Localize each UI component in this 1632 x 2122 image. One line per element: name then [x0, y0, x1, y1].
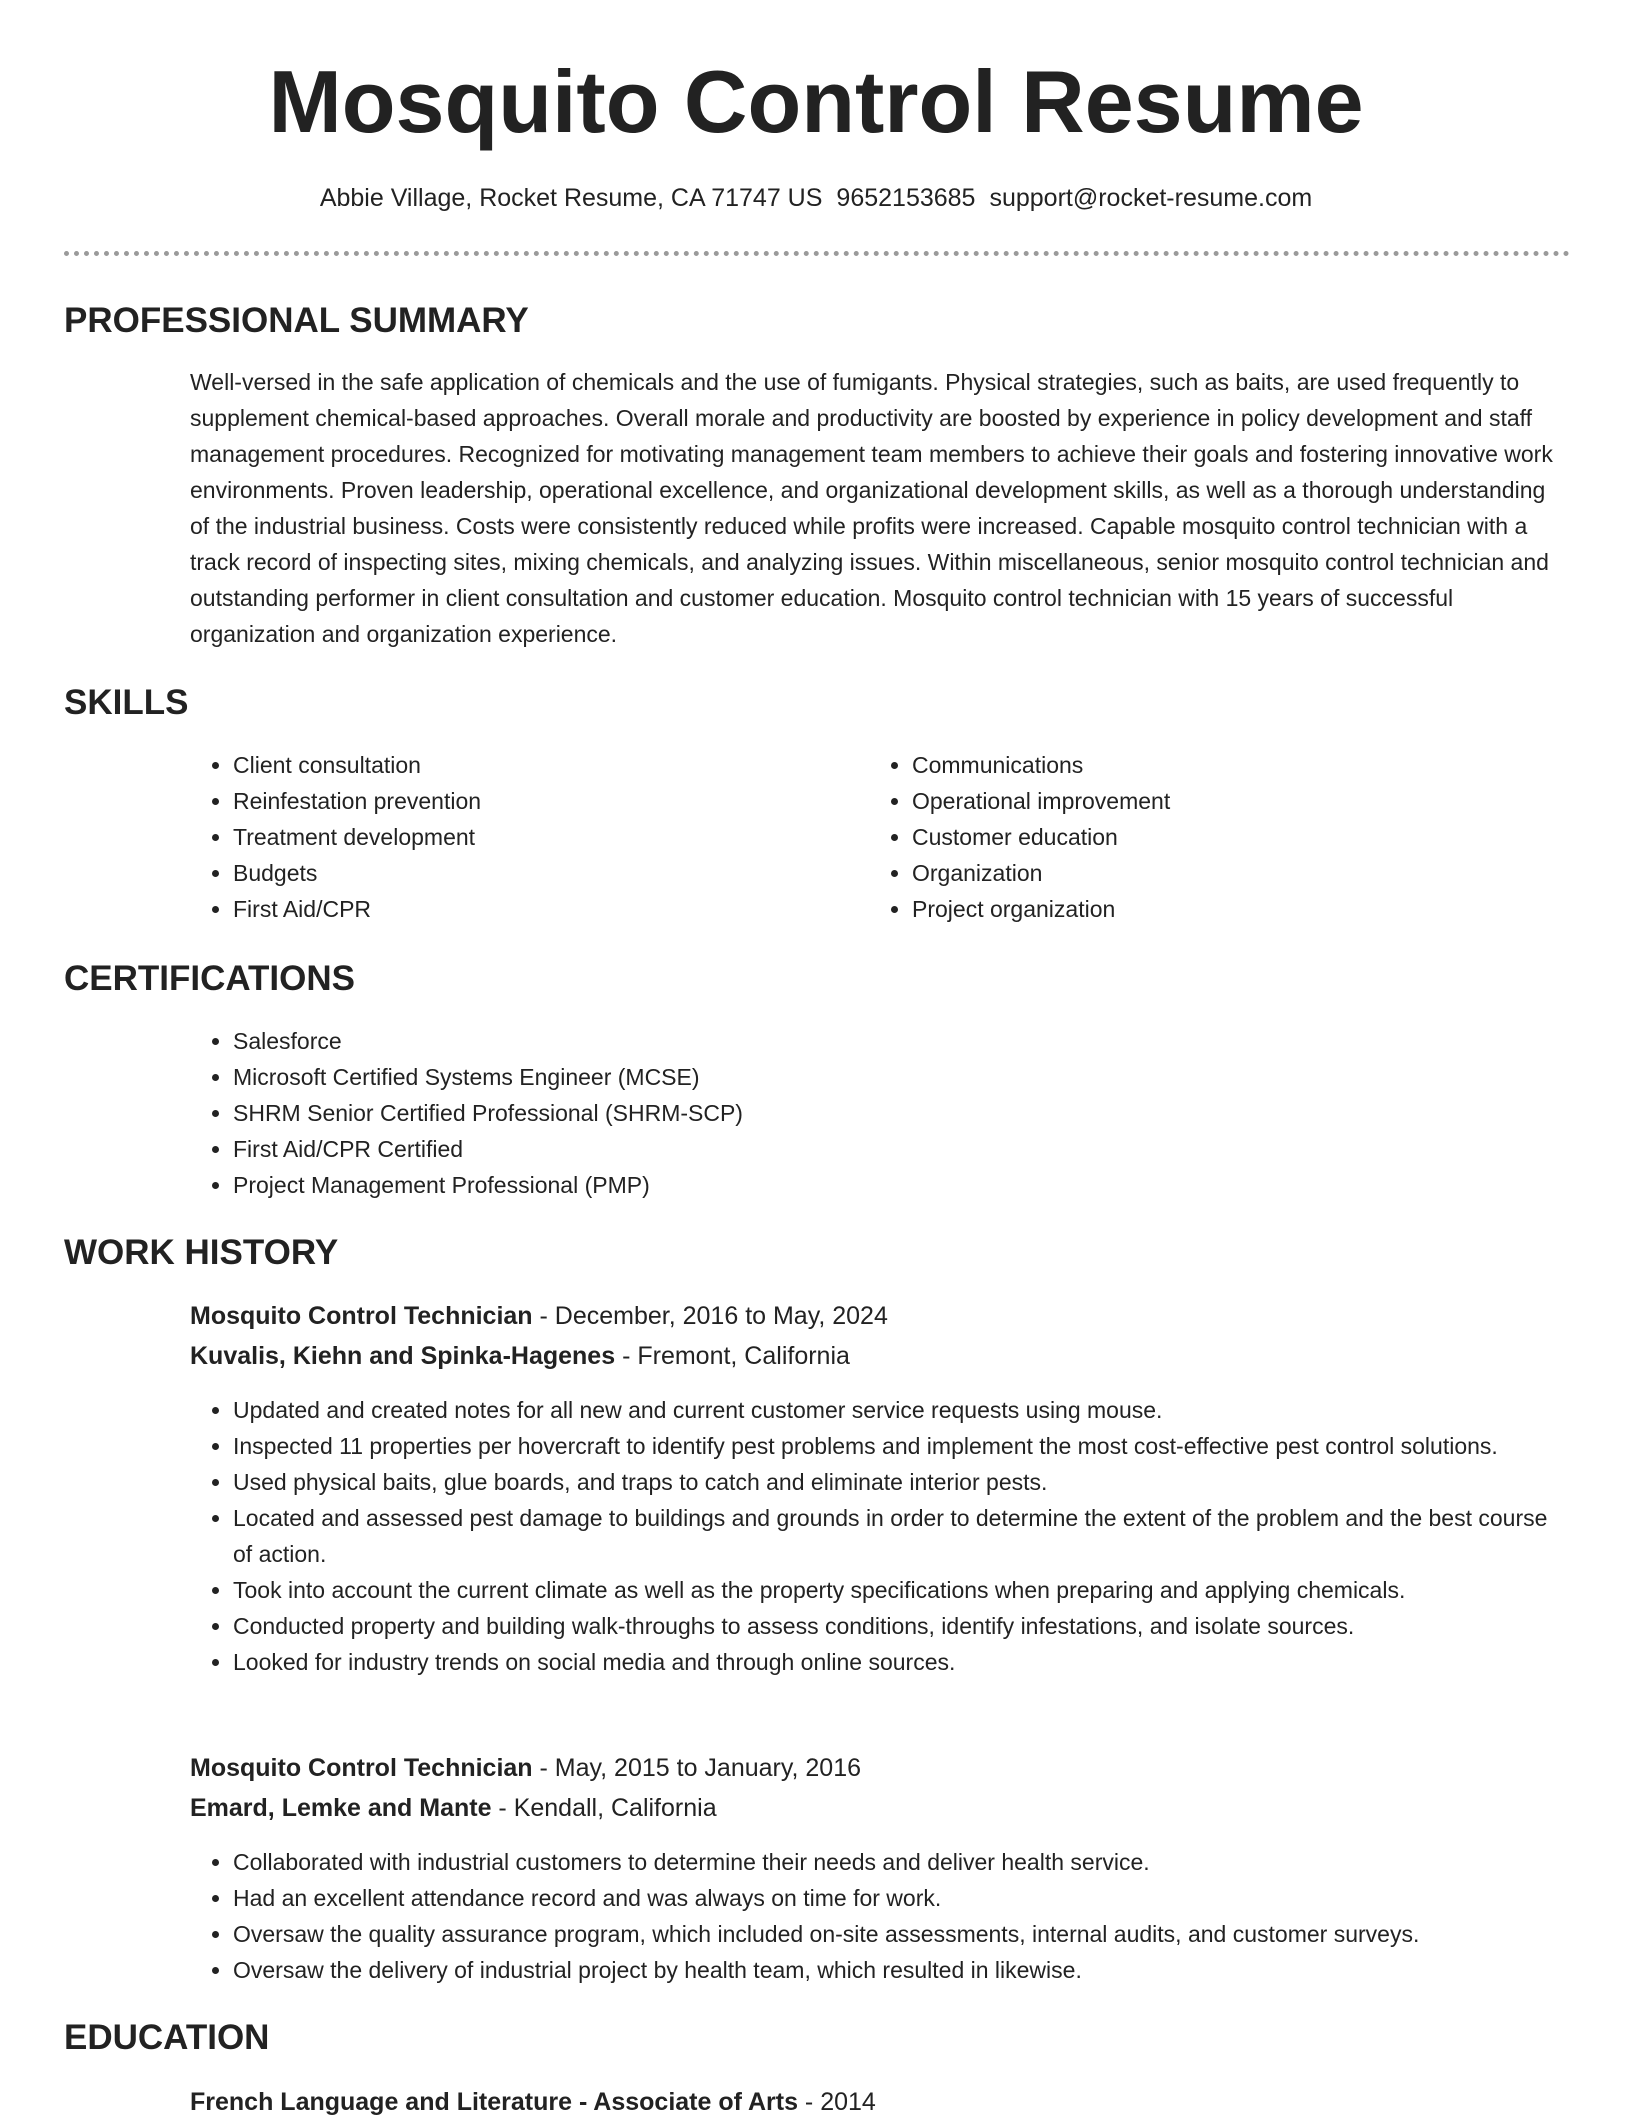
certification-item: • Salesforce — [233, 1023, 1533, 1059]
education-degree: French Language and Literature - Associate of Arts — [190, 2088, 798, 2116]
resume-title: Mosquito Control Resume — [268, 52, 1364, 151]
skill-item: • Communications — [912, 747, 1512, 783]
summary-heading: PROFESSIONAL SUMMARY — [64, 301, 529, 340]
job-1-role: Mosquito Control Technician — [190, 1302, 533, 1330]
summary-text: Well-versed in the safe application of chemicals and the use of fumigants. Physical strategies, such as baits, are used frequently to supplement chemical-based approaches. Overall morale and productivity are boosted by experience in policy development and staff management procedures. Recognized for motivating management team members to achieve their goals and fostering innovative work environments. Proven leadership, operational excellence, and organizational development skills, as well as a thorough understanding of the industrial business. Costs were consistently reduced while profits were increased. Capable mosquito control technician with a track record of inspecting sites, mixing chemicals, and analyzing issues. Within miscellaneous, senior mosquito control technician and outstanding performer in client consultation and customer education. Mosquito control technician with 15 years of successful organization and organization experience. — [190, 369, 1553, 647]
contact-email[interactable]: support@rocket-resume.com — [989, 184, 1313, 212]
job-2-location: - Kendall, California — [491, 1794, 717, 1822]
education-year: - 2014 — [797, 2088, 876, 2116]
job-1-bullets — [190, 1392, 1570, 1680]
skills-heading: SKILLS — [64, 683, 189, 722]
job-bullet: • Oversaw the delivery of industrial project by health team, which resulted in likewise. — [233, 1952, 1570, 1988]
skills-list-right — [869, 747, 1512, 927]
job-1-dates: - December, 2016 to May, 2024 — [532, 1302, 888, 1330]
skill-item: • Budgets — [233, 855, 833, 891]
job-bullet: • Used physical baits, glue boards, and traps to catch and eliminate interior pests. — [233, 1464, 1570, 1500]
job-bullet: • Located and assessed pest damage to buildings and grounds in order to determine the extent of the problem and the best course of action. — [233, 1500, 1570, 1572]
job-1-location: - Fremont, California — [615, 1342, 850, 1370]
skill-item: • Organization — [912, 855, 1512, 891]
contact-address: Abbie Village, Rocket Resume, CA 71747 US — [319, 184, 823, 212]
job-bullet: • Had an excellent attendance record and was always on time for work. — [233, 1880, 1570, 1916]
certification-item: • Project Management Professional (PMP) — [233, 1167, 1533, 1203]
certifications-list — [190, 1023, 1533, 1203]
job-2-company-line — [190, 1788, 717, 1828]
job-bullet: • Inspected 11 properties per hovercraft to identify pest problems and implement the most cost-effective pest control solutions. — [233, 1428, 1570, 1464]
header-divider — [64, 251, 1570, 256]
job-bullet: • Collaborated with industrial customers to determine their needs and deliver health service. — [233, 1844, 1570, 1880]
job-2-title-line — [190, 1748, 861, 1788]
skill-item: • First Aid/CPR — [233, 891, 833, 927]
skill-item: • Project organization — [912, 891, 1512, 927]
certification-item: • First Aid/CPR Certified — [233, 1131, 1533, 1167]
skill-item: • Client consultation — [233, 747, 833, 783]
contact-phone: 9652153685 — [836, 184, 976, 212]
job-2-bullets — [190, 1844, 1570, 1988]
skill-item: • Operational improvement — [912, 783, 1512, 819]
contact-line — [0, 180, 1632, 216]
job-2-company: Emard, Lemke and Mante — [190, 1794, 492, 1822]
certification-item: • SHRM Senior Certified Professional (SHRM-SCP) — [233, 1095, 1533, 1131]
certifications-heading: CERTIFICATIONS — [64, 959, 356, 998]
job-bullet: • Oversaw the quality assurance program, which included on-site assessments, internal audits, and customer surveys. — [233, 1916, 1570, 1952]
skill-item: • Customer education — [912, 819, 1512, 855]
skill-item: • Reinfestation prevention — [233, 783, 833, 819]
job-1-company: Kuvalis, Kiehn and Spinka-Hagenes — [190, 1342, 616, 1370]
job-1-company-line — [190, 1336, 850, 1376]
job-2-role: Mosquito Control Technician — [190, 1754, 533, 1782]
skills-list-left — [190, 747, 833, 927]
job-2-dates: - May, 2015 to January, 2016 — [532, 1754, 862, 1782]
job-bullet: • Updated and created notes for all new and current customer service requests using mouse. — [233, 1392, 1570, 1428]
work-history-heading: WORK HISTORY — [64, 1233, 339, 1272]
education-line — [190, 2082, 876, 2122]
job-bullet: • Looked for industry trends on social media and through online sources. — [233, 1644, 1570, 1680]
education-heading: EDUCATION — [64, 2018, 270, 2057]
job-bullet: • Took into account the current climate as well as the property specifications when preparing and applying chemicals. — [233, 1572, 1570, 1608]
skill-item: • Treatment development — [233, 819, 833, 855]
job-bullet: • Conducted property and building walk-throughs to assess conditions, identify infestations, and isolate sources. — [233, 1608, 1570, 1644]
certification-item: • Microsoft Certified Systems Engineer (MCSE) — [233, 1059, 1533, 1095]
job-1-title-line — [190, 1296, 888, 1336]
